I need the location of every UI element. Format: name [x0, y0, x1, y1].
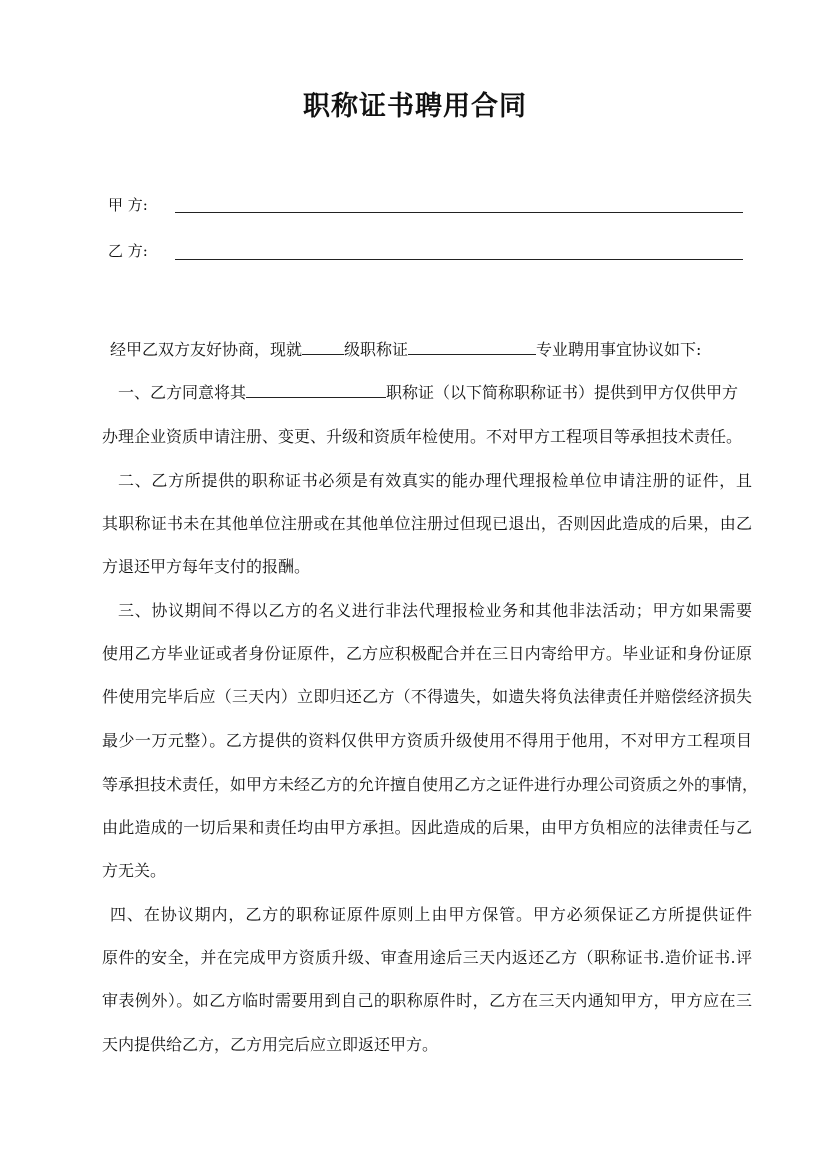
clause4-line: 审表例外）。如乙方临时需要用到自己的职称原件时，乙方在三天内通知甲方，甲方应在三	[102, 991, 752, 1010]
clause3-line: 三、协议期间不得以乙方的名义进行非法代理报检业务和其他非法活动；甲方如果需要	[118, 601, 752, 620]
intro-line	[110, 339, 750, 361]
party-b-field[interactable]	[175, 259, 743, 260]
clause2-line: 方退还甲方每年支付的报酬。	[102, 557, 311, 576]
clause3-line: 等承担技术责任，如甲方未经乙方的允许擅自使用乙方之证件进行办理公司资质之外的事情，	[102, 775, 759, 794]
level-blank[interactable]	[302, 340, 344, 355]
clause3-line: 方无关。	[102, 861, 167, 880]
party-b-label: 乙 方:	[108, 242, 148, 260]
certificate-blank[interactable]	[246, 383, 386, 398]
intro-text: 经甲乙双方友好协商，现就	[110, 340, 303, 359]
clause2-line: 其职称证书未在其他单位注册或在其他单位注册过但现已退出，否则因此造成的后果，由乙	[102, 514, 752, 533]
clause3-line: 由此造成的一切后果和责任均由甲方承担。因此造成的后果，由甲方负相应的法律责任与乙	[102, 818, 752, 837]
clause3-line: 使用乙方毕业证或者身份证原件，乙方应积极配合并在三日内寄给甲方。毕业证和身份证原	[102, 644, 752, 663]
clause3-line: 最少一万元整）。乙方提供的资料仅供甲方资质升级使用不得用于他用，不对甲方工程项目	[102, 731, 752, 750]
intro-text: 级职称证	[344, 340, 409, 359]
clause1-line: 办理企业资质申请注册、变更、升级和资质年检使用。不对甲方工程项目等承担技术责任。	[102, 427, 743, 446]
clause2-line: 二、乙方所提供的职称证书必须是有效真实的能办理代理报检单位申请注册的证件，且	[118, 471, 752, 490]
clause1-text: 一、乙方同意将其	[118, 383, 247, 402]
clause1-text: 职称证（以下简称职称证书）提供到甲方仅供甲方	[386, 383, 739, 402]
clause4-line: 天内提供给乙方，乙方用完后应立即返还甲方。	[102, 1035, 439, 1054]
intro-text: 专业聘用事宜协议如下:	[536, 340, 702, 359]
specialty-blank[interactable]	[408, 340, 536, 355]
clause1-line	[118, 382, 752, 404]
document-title: 职称证书聘用合同	[303, 91, 527, 122]
clause3-line: 件使用完毕后应（三天内）立即归还乙方（不得遗失，如遗失将负法律责任并赔偿经济损失	[102, 687, 752, 706]
clause4-line: 原件的安全，并在完成甲方资质升级、审查用途后三天内返还乙方（职称证书.造价证书.评	[102, 948, 752, 967]
clause4-line: 四、在协议期内，乙方的职称证原件原则上由甲方保管。甲方必须保证乙方所提供证件	[110, 905, 752, 924]
party-a-field[interactable]	[175, 212, 743, 213]
party-a-label: 甲 方:	[108, 196, 148, 214]
